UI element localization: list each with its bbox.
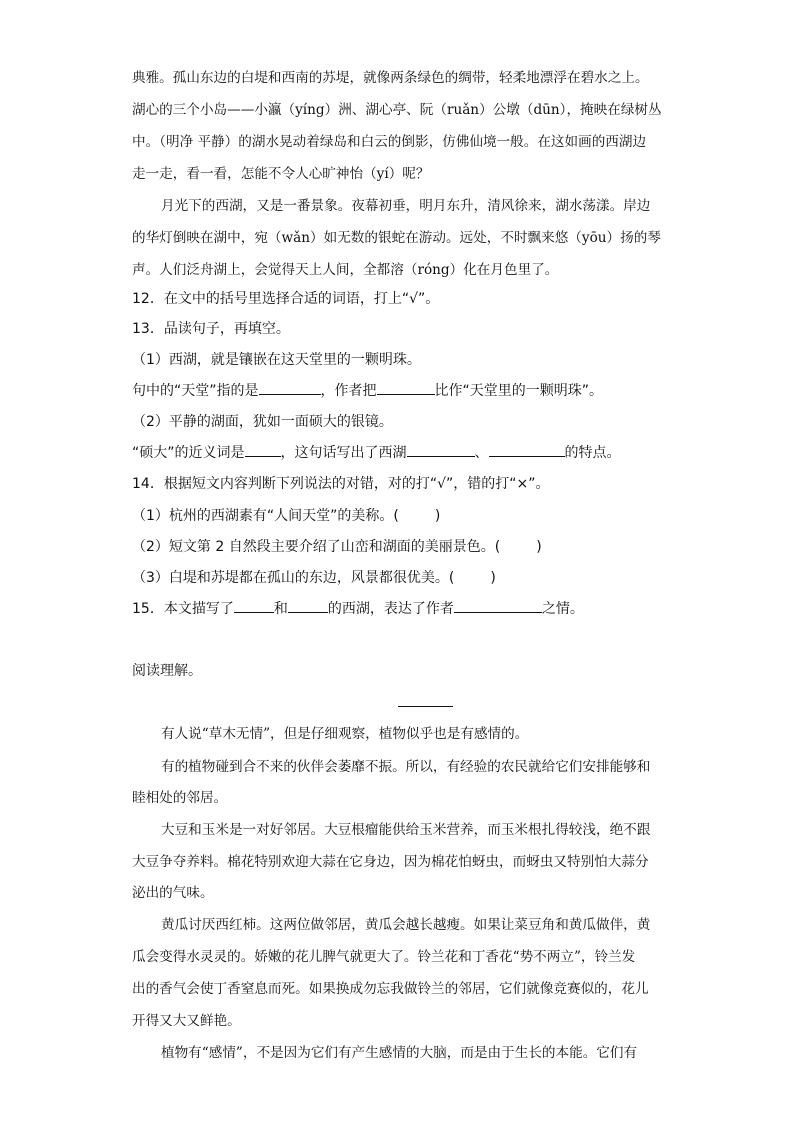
title-divider [398,706,453,707]
q14-1-text: （1）杭州的西湖素有“人间天堂”的美称。( [132,508,399,524]
passage2-line-6: 泌出的气味。 [132,885,214,901]
question-13-2-answer [132,442,621,462]
passage1-line-6: 的华灯倒映在湖中，宛（wǎn）如无数的银蛇在游动。远处，不时飘来悠（yōu）扬的琴 [132,230,661,246]
passage2-line-5: 大豆争夺养料。棉花特别欢迎大蒜在它身边，因为棉花怕蚜虫，而蚜虫又特别怕大蒜分 [132,854,649,870]
question-13-2: （2）平静的湖面，犹如一面硕大的银镜。 [132,414,393,430]
passage2-line-11: 植物有“感情”，不是因为它们有产生感情的大脑，而是由于生长的本能。它们有 [161,1045,638,1061]
q13-2-text-c: 、 [474,445,489,461]
question-13: 13．品读句子，再填空。 [132,321,290,337]
question-14-3 [132,567,496,587]
passage1-line-1: 典雅。孤山东边的白堤和西南的苏堤，就像两条绿色的绸带，轻柔地漂浮在碧水之上。 [132,70,649,86]
passage1-line-3: 中。（明净 平静）的湖水晃动着绿岛和白云的倒影，仿佛仙境一般。在这如画的西湖边 [132,134,647,150]
passage2-line-7: 黄瓜讨厌西红柿。这两位做邻居，黄瓜会越长越瘦。如果让菜豆角和黄瓜做伴，黄 [161,917,651,933]
question-13-1: （1）西湖，就是镶嵌在这天堂里的一颗明珠。 [132,352,421,368]
answer-blank-pearl-subject[interactable] [377,380,435,395]
passage2-line-2: 有的植物碰到合不来的伙伴会萎靡不振。所以，有经验的农民就给它们安排能够和 [161,759,651,775]
question-14: 14．根据短文内容判断下列说法的对错，对的打“√”，错的打“×”。 [132,476,550,492]
passage2-line-8: 瓜会变得水灵灵的。娇嫩的花儿脾气就更大了。铃兰花和丁香花“势不两立”，铃兰发 [132,949,636,965]
q14-2-text: （2）短文第 2 自然段主要介绍了山峦和湖面的美丽景色。( [132,539,501,555]
question-15 [132,598,584,618]
q15-text-b: 和 [273,601,288,617]
answer-blank-heaven-meaning[interactable] [259,380,321,395]
section-heading-reading: 阅读理解。 [132,663,202,679]
q15-text-a: 15．本文描写了 [132,601,234,617]
answer-blank-scene-1[interactable] [234,598,274,613]
passage1-line-4: 走一走，看一看，怎能不令人心旷神怡（yí）呢？ [132,166,430,182]
passage2-line-1: 有人说“草木无情”，但是仔细观察，植物似乎也是有感情的。 [161,726,529,742]
answer-blank-scene-2[interactable] [288,598,328,613]
question-13-1-answer [132,380,603,400]
passage1-line-2: 湖心的三个小岛——小瀛（yíng）洲、湖心亭、阮（ruǎn）公墩（dūn），掩映在绿树丛 [132,102,662,118]
q13-2-text-b: ，这句话写出了西湖 [280,445,407,461]
question-14-2 [132,536,542,556]
passage2-line-3: 睦相处的邻居。 [132,790,228,806]
q15-text-c: 的西湖，表达了作者 [327,601,454,617]
passage2-line-9: 出的香气会使丁香窒息而死。如果换成勿忘我做铃兰的邻居，它们就像竞赛似的，花儿 [132,981,649,997]
passage1-line-7: 声。人们泛舟湖上，会觉得天上人间，全都溶（róng）化在月色里了。 [132,262,559,278]
passage2-line-4: 大豆和玉米是一对好邻居。大豆根瘤能供给玉米营养，而玉米根扎得较浅，绝不跟 [161,822,651,838]
answer-blank-emotion[interactable] [454,598,542,613]
q14-2-close: ) [536,539,542,555]
q13-2-text-d: 的特点。 [564,445,621,461]
q14-1-close: ) [434,508,441,524]
q13-1-text-b: ，作者把 [320,383,377,399]
answer-blank-feature-2[interactable] [489,442,565,457]
q13-2-text-a: “硕大”的近义词是 [132,445,245,461]
q15-text-d: 之情。 [541,601,584,617]
passage2-line-10: 开得又大又鲜艳。 [132,1013,241,1029]
answer-blank-feature-1[interactable] [407,442,475,457]
question-14-1 [132,505,440,525]
answer-blank-synonym[interactable] [245,442,281,457]
q14-3-text: （3）白堤和苏堤都在孤山的东边，风景都很优美。( [132,570,455,586]
q13-1-text-c: 比作“天堂里的一颗明珠”。 [434,383,604,399]
passage1-line-5: 月光下的西湖，又是一番景象。夜幕初垂，明月东升，清风徐来，湖水荡漾。岸边 [161,198,651,214]
q13-1-text-a: 句中的“天堂”指的是 [132,383,259,399]
question-12: 12．在文中的括号里选择合适的词语，打上“√”。 [132,291,440,307]
q14-3-close: ) [490,570,496,586]
